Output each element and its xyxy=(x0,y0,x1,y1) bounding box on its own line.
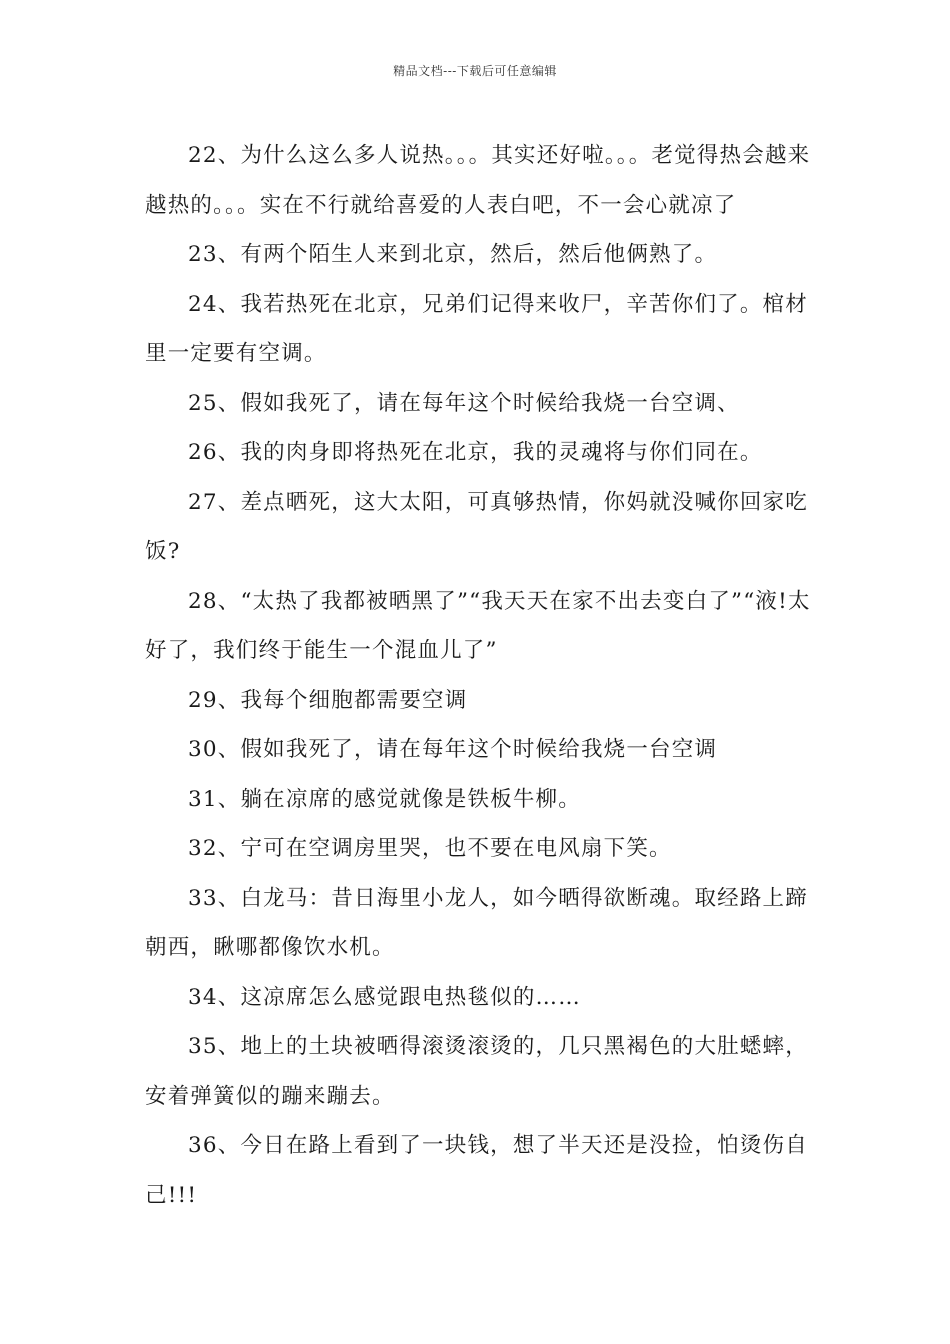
paragraph-28: 28、“太热了我都被晒黑了”“我天天在家不出去变白了”“液!太好了，我们终于能生一个混血儿了” xyxy=(145,588,811,663)
paragraph-31: 31、躺在凉席的感觉就像是铁板牛柳。 xyxy=(188,786,581,812)
page-header: 精品文档---下载后可任意编辑 xyxy=(393,64,557,78)
paragraph-27: 27、差点晒死，这大太阳，可真够热情，你妈就没喊你回家吃饭? xyxy=(145,489,808,564)
paragraph-23: 23、有两个陌生人来到北京，然后，然后他俩熟了。 xyxy=(188,242,718,267)
paragraph-36: 36、今日在路上看到了一块钱，想了半天还是没捡，怕烫伤自己!!! xyxy=(145,1133,808,1208)
document-body xyxy=(145,131,813,1220)
paragraph-30: 30、假如我死了，请在每年这个时候给我烧一台空调 xyxy=(188,737,718,762)
paragraph-35: 35、地上的土块被晒得滚烫滚烫的，几只黑褐色的大肚蟋蟀，安着弹簧似的蹦来蹦去。 xyxy=(145,1034,808,1109)
paragraph-34: 34、这凉席怎么感觉跟电热毯似的…… xyxy=(188,984,581,1010)
paragraph-29: 29、我每个细胞都需要空调 xyxy=(188,687,468,713)
paragraph-26: 26、我的肉身即将热死在北京，我的灵魂将与你们同在。 xyxy=(188,440,763,465)
paragraph-33: 33、白龙马：昔日海里小龙人，如今晒得欲断魂。取经路上蹄朝西，瞅哪都像饮水机。 xyxy=(145,885,808,960)
paragraph-22: 22、为什么这么多人说热。。。其实还好啦。。。老觉得热会越来越热的。。。实在不行就给喜爱的人表白吧，不一会心就凉了 xyxy=(145,143,811,218)
paragraph-25: 25、假如我死了，请在每年这个时候给我烧一台空调、 xyxy=(188,390,740,416)
paragraph-24: 24、我若热死在北京，兄弟们记得来收尸，辛苦你们了。棺材里一定要有空调。 xyxy=(145,291,808,366)
paragraph-32: 32、宁可在空调房里哭，也不要在电风扇下笑。 xyxy=(188,836,672,861)
